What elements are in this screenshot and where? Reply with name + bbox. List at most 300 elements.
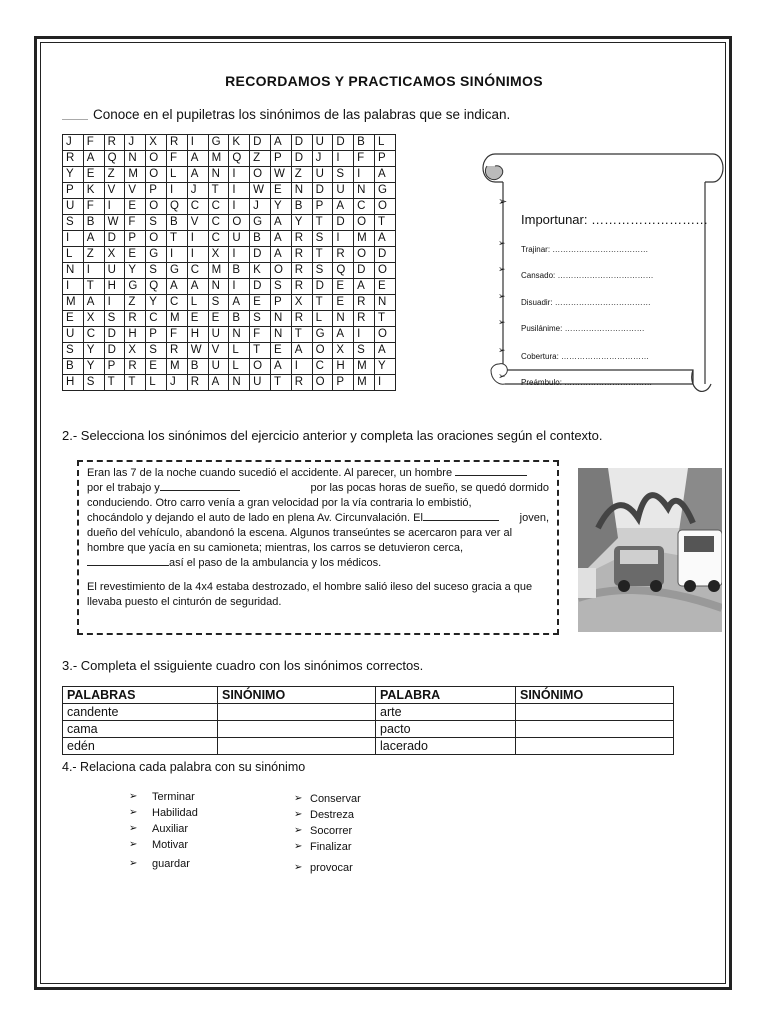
grid-cell[interactable]: E — [63, 311, 84, 327]
grid-cell[interactable]: C — [187, 263, 208, 279]
grid-cell[interactable]: D — [104, 327, 125, 343]
grid-cell[interactable]: Q — [146, 279, 167, 295]
grid-cell[interactable]: W — [250, 183, 271, 199]
grid-cell[interactable]: A — [83, 231, 104, 247]
grid-cell[interactable]: Z — [250, 151, 271, 167]
word-list-right — [294, 791, 361, 876]
grid-cell[interactable]: Q — [166, 199, 187, 215]
grid-cell[interactable]: E — [146, 359, 167, 375]
grid-cell[interactable]: L — [374, 135, 395, 151]
grid-cell[interactable]: S — [63, 215, 84, 231]
grid-cell[interactable]: X — [208, 247, 229, 263]
grid-cell[interactable]: D — [333, 135, 354, 151]
grid-cell[interactable]: I — [229, 247, 250, 263]
grid-cell[interactable]: E — [333, 295, 354, 311]
grid-cell[interactable]: F — [125, 215, 146, 231]
grid-cell[interactable]: X — [104, 247, 125, 263]
grid-cell[interactable]: I — [291, 359, 312, 375]
grid-cell[interactable]: M — [166, 359, 187, 375]
grid-cell[interactable]: P — [63, 183, 84, 199]
grid-cell[interactable]: L — [146, 375, 167, 391]
grid-cell[interactable]: L — [229, 343, 250, 359]
grid-cell[interactable]: Z — [104, 167, 125, 183]
grid-cell[interactable]: O — [146, 151, 167, 167]
grid-cell[interactable]: M — [63, 295, 84, 311]
grid-cell[interactable]: E — [125, 199, 146, 215]
grid-cell[interactable]: X — [125, 343, 146, 359]
grid-cell[interactable]: N — [125, 151, 146, 167]
grid-cell[interactable]: A — [187, 167, 208, 183]
grid-cell[interactable]: I — [83, 263, 104, 279]
grid-cell[interactable]: S — [146, 215, 167, 231]
section-2-heading: 2.- Selecciona los sinónimos del ejercicio anterior y completa las oraciones según el contexto. — [62, 428, 603, 443]
answer-cell[interactable] — [516, 738, 674, 755]
grid-cell[interactable]: I — [187, 247, 208, 263]
grid-cell[interactable]: G — [125, 279, 146, 295]
grid-cell[interactable]: M — [354, 359, 375, 375]
grid-cell[interactable]: P — [270, 295, 291, 311]
grid-cell[interactable]: A — [333, 199, 354, 215]
list-item — [129, 856, 198, 872]
grid-cell[interactable]: O — [250, 167, 271, 183]
blank-field[interactable] — [87, 565, 169, 566]
grid-cell[interactable]: U — [104, 263, 125, 279]
grid-cell[interactable]: N — [229, 327, 250, 343]
grid-row — [63, 151, 396, 167]
intro-rule — [62, 119, 88, 120]
grid-cell[interactable]: P — [270, 151, 291, 167]
grid-cell[interactable]: D — [250, 247, 271, 263]
grid-cell[interactable]: T — [312, 247, 333, 263]
grid-cell[interactable]: N — [208, 167, 229, 183]
grid-cell[interactable]: E — [250, 295, 271, 311]
grid-cell[interactable]: L — [229, 359, 250, 375]
grid-cell[interactable]: Z — [83, 247, 104, 263]
grid-cell[interactable]: U — [63, 327, 84, 343]
grid-cell[interactable]: I — [166, 183, 187, 199]
grid-cell[interactable]: T — [312, 295, 333, 311]
grid-cell[interactable]: P — [146, 183, 167, 199]
blank-field[interactable] — [455, 475, 527, 476]
grid-cell[interactable]: I — [187, 135, 208, 151]
grid-cell[interactable]: D — [291, 151, 312, 167]
grid-cell[interactable]: O — [146, 231, 167, 247]
grid-cell[interactable]: L — [63, 247, 84, 263]
grid-cell[interactable]: F — [354, 151, 375, 167]
grid-cell[interactable]: F — [250, 327, 271, 343]
grid-cell[interactable]: A — [354, 279, 375, 295]
grid-cell[interactable]: T — [208, 183, 229, 199]
grid-cell[interactable]: O — [374, 199, 395, 215]
grid-cell[interactable]: Y — [83, 343, 104, 359]
grid-cell[interactable]: S — [63, 343, 84, 359]
bullet-icon: ➢ — [294, 793, 303, 804]
grid-cell[interactable]: R — [187, 375, 208, 391]
grid-cell[interactable]: N — [270, 327, 291, 343]
grid-cell[interactable]: I — [354, 167, 375, 183]
bullet-icon: ➢ — [294, 862, 303, 873]
grid-cell[interactable]: E — [187, 311, 208, 327]
grid-cell[interactable]: F — [83, 135, 104, 151]
grid-cell[interactable]: J — [166, 375, 187, 391]
grid-cell[interactable]: V — [208, 343, 229, 359]
grid-cell[interactable]: Y — [270, 199, 291, 215]
scroll-item: Pusilánime: ………………………… — [521, 324, 645, 333]
grid-cell[interactable]: R — [354, 295, 375, 311]
grid-row — [63, 183, 396, 199]
grid-cell[interactable]: B — [354, 135, 375, 151]
grid-cell[interactable]: A — [374, 343, 395, 359]
grid-cell[interactable]: K — [83, 183, 104, 199]
grid-cell[interactable]: G — [250, 215, 271, 231]
grid-cell[interactable]: C — [146, 311, 167, 327]
grid-cell[interactable]: R — [125, 359, 146, 375]
grid-cell[interactable]: A — [270, 215, 291, 231]
grid-cell[interactable]: D — [104, 231, 125, 247]
answer-cell[interactable] — [218, 721, 376, 738]
grid-cell[interactable]: Q — [229, 151, 250, 167]
grid-cell[interactable]: T — [83, 279, 104, 295]
grid-cell[interactable]: J — [250, 199, 271, 215]
grid-cell[interactable]: J — [312, 151, 333, 167]
grid-cell[interactable]: A — [83, 151, 104, 167]
grid-cell[interactable]: I — [229, 199, 250, 215]
grid-cell[interactable]: A — [187, 151, 208, 167]
grid-cell[interactable]: U — [208, 327, 229, 343]
grid-cell[interactable]: M — [125, 167, 146, 183]
grid-cell[interactable]: C — [312, 359, 333, 375]
grid-cell[interactable]: Y — [374, 359, 395, 375]
grid-cell[interactable]: O — [146, 199, 167, 215]
grid-cell[interactable]: N — [333, 311, 354, 327]
grid-cell[interactable]: D — [291, 135, 312, 151]
grid-cell[interactable]: R — [166, 135, 187, 151]
grid-cell[interactable]: G — [146, 247, 167, 263]
blank-field[interactable] — [423, 520, 499, 521]
bullet-icon: ➢ — [498, 196, 508, 208]
grid-cell[interactable]: K — [229, 135, 250, 151]
grid-cell[interactable]: E — [270, 343, 291, 359]
grid-cell[interactable]: T — [125, 375, 146, 391]
grid-cell[interactable]: N — [291, 183, 312, 199]
grid-cell[interactable]: G — [312, 327, 333, 343]
grid-cell[interactable]: F — [166, 327, 187, 343]
grid-cell[interactable]: O — [374, 327, 395, 343]
grid-cell[interactable]: N — [63, 263, 84, 279]
grid-cell[interactable]: A — [270, 247, 291, 263]
grid-cell[interactable]: A — [270, 231, 291, 247]
grid-cell[interactable]: Q — [104, 151, 125, 167]
grid-cell[interactable]: T — [374, 311, 395, 327]
grid-cell[interactable]: H — [125, 327, 146, 343]
grid-cell[interactable]: R — [291, 279, 312, 295]
grid-cell[interactable]: B — [63, 359, 84, 375]
grid-cell[interactable]: P — [312, 199, 333, 215]
grid-cell[interactable]: W — [187, 343, 208, 359]
grid-cell[interactable]: L — [312, 311, 333, 327]
grid-cell[interactable]: I — [333, 231, 354, 247]
grid-cell[interactable]: R — [63, 151, 84, 167]
grid-cell[interactable]: Z — [125, 295, 146, 311]
scroll-item: Cobertura: …………………………… — [521, 352, 650, 361]
grid-cell[interactable]: F — [83, 199, 104, 215]
grid-cell[interactable]: B — [229, 263, 250, 279]
grid-cell[interactable]: P — [333, 375, 354, 391]
answer-cell[interactable] — [516, 721, 674, 738]
grid-cell[interactable]: H — [333, 359, 354, 375]
grid-cell[interactable]: D — [250, 279, 271, 295]
grid-cell[interactable]: S — [83, 375, 104, 391]
grid-cell[interactable]: E — [333, 279, 354, 295]
grid-cell[interactable]: R — [291, 311, 312, 327]
grid-cell[interactable]: S — [104, 311, 125, 327]
page-title: RECORDAMOS Y PRACTICAMOS SINÓNIMOS — [225, 73, 543, 89]
grid-cell[interactable]: I — [229, 279, 250, 295]
grid-cell[interactable]: U — [312, 167, 333, 183]
grid-cell[interactable]: I — [63, 231, 84, 247]
grid-cell[interactable]: S — [270, 279, 291, 295]
grid-cell[interactable]: I — [104, 295, 125, 311]
answer-cell[interactable] — [218, 704, 376, 721]
grid-cell[interactable]: T — [270, 375, 291, 391]
grid-cell[interactable]: K — [250, 263, 271, 279]
grid-row — [63, 135, 396, 151]
grid-row — [63, 215, 396, 231]
grid-cell[interactable]: D — [354, 263, 375, 279]
grid-cell[interactable]: G — [374, 183, 395, 199]
grid-cell[interactable]: O — [146, 167, 167, 183]
grid-cell[interactable]: J — [187, 183, 208, 199]
grid-cell[interactable]: C — [208, 199, 229, 215]
grid-cell[interactable]: M — [354, 231, 375, 247]
grid-cell[interactable]: R — [166, 343, 187, 359]
grid-cell[interactable]: E — [83, 167, 104, 183]
grid-cell[interactable]: T — [166, 231, 187, 247]
grid-cell[interactable]: X — [146, 135, 167, 151]
grid-cell[interactable]: O — [312, 375, 333, 391]
table-cell: lacerado — [376, 738, 516, 755]
grid-cell[interactable]: U — [63, 199, 84, 215]
grid-cell[interactable]: I — [229, 167, 250, 183]
grid-cell[interactable]: N — [354, 183, 375, 199]
grid-cell[interactable]: N — [208, 279, 229, 295]
grid-cell[interactable]: S — [208, 295, 229, 311]
grid-cell[interactable]: D — [312, 183, 333, 199]
grid-cell[interactable]: U — [208, 359, 229, 375]
grid-cell[interactable]: R — [291, 247, 312, 263]
grid-cell[interactable]: R — [333, 247, 354, 263]
grid-cell[interactable]: O — [312, 343, 333, 359]
grid-cell[interactable]: R — [125, 311, 146, 327]
grid-cell[interactable]: Z — [291, 167, 312, 183]
grid-cell[interactable]: T — [374, 215, 395, 231]
list-item-label: Habilidad — [152, 807, 198, 819]
grid-cell[interactable]: A — [229, 295, 250, 311]
grid-cell[interactable]: Y — [125, 263, 146, 279]
intro-text: Conoce en el pupiletras los sinónimos de las palabras que se indican. — [93, 107, 511, 122]
grid-cell[interactable]: C — [187, 199, 208, 215]
grid-cell[interactable]: Y — [146, 295, 167, 311]
table-header: SINÓNIMO — [516, 687, 674, 704]
answer-cell[interactable] — [218, 738, 376, 755]
grid-cell[interactable]: A — [187, 279, 208, 295]
grid-cell[interactable]: V — [104, 183, 125, 199]
grid-cell[interactable]: C — [208, 231, 229, 247]
grid-cell[interactable]: G — [208, 135, 229, 151]
grid-cell[interactable]: S — [146, 263, 167, 279]
grid-cell[interactable]: A — [374, 167, 395, 183]
grid-cell[interactable]: T — [291, 327, 312, 343]
grid-cell[interactable]: P — [104, 359, 125, 375]
grid-cell[interactable]: O — [250, 359, 271, 375]
grid-cell[interactable]: J — [125, 135, 146, 151]
grid-cell[interactable]: N — [229, 375, 250, 391]
grid-cell[interactable]: N — [270, 311, 291, 327]
grid-cell[interactable]: F — [166, 151, 187, 167]
grid-cell[interactable]: I — [229, 183, 250, 199]
grid-cell[interactable]: D — [250, 135, 271, 151]
grid-cell[interactable]: E — [270, 183, 291, 199]
grid-cell[interactable]: X — [83, 311, 104, 327]
grid-cell[interactable]: D — [312, 279, 333, 295]
answer-cell[interactable] — [516, 704, 674, 721]
grid-cell[interactable]: Y — [83, 359, 104, 375]
grid-row — [63, 327, 396, 343]
table-cell: edén — [63, 738, 218, 755]
scroll-item: Disuadir: ……………………………… — [521, 298, 651, 307]
grid-cell[interactable]: X — [333, 343, 354, 359]
word-list-left — [129, 789, 198, 872]
grid-cell[interactable]: X — [291, 295, 312, 311]
grid-cell[interactable]: H — [104, 279, 125, 295]
grid-cell[interactable]: I — [333, 151, 354, 167]
grid-cell[interactable]: N — [374, 295, 395, 311]
grid-cell[interactable]: E — [125, 247, 146, 263]
grid-cell[interactable]: R — [291, 231, 312, 247]
grid-cell[interactable]: B — [291, 199, 312, 215]
grid-cell[interactable]: H — [63, 375, 84, 391]
grid-cell[interactable]: W — [270, 167, 291, 183]
grid-cell[interactable]: S — [312, 263, 333, 279]
grid-cell[interactable]: P — [374, 151, 395, 167]
grid-cell[interactable]: S — [312, 231, 333, 247]
grid-cell[interactable]: Y — [291, 215, 312, 231]
grid-cell[interactable]: P — [125, 231, 146, 247]
grid-cell[interactable]: E — [208, 311, 229, 327]
grid-cell[interactable]: C — [354, 199, 375, 215]
table-cell: arte — [376, 704, 516, 721]
grid-cell[interactable]: P — [146, 327, 167, 343]
grid-cell[interactable]: B — [187, 359, 208, 375]
list-item-label: Destreza — [310, 809, 355, 821]
grid-cell[interactable]: E — [374, 279, 395, 295]
grid-cell[interactable]: I — [354, 327, 375, 343]
grid-cell[interactable]: D — [104, 343, 125, 359]
grid-cell[interactable]: H — [187, 327, 208, 343]
grid-cell[interactable]: R — [291, 375, 312, 391]
grid-cell[interactable]: M — [208, 263, 229, 279]
grid-cell[interactable]: I — [104, 199, 125, 215]
grid-cell[interactable]: S — [250, 311, 271, 327]
grid-row — [63, 231, 396, 247]
grid-cell[interactable]: A — [166, 279, 187, 295]
grid-cell[interactable]: U — [250, 375, 271, 391]
grid-cell[interactable]: I — [63, 279, 84, 295]
grid-cell[interactable]: C — [208, 215, 229, 231]
grid-cell[interactable]: A — [83, 295, 104, 311]
grid-cell[interactable]: T — [250, 343, 271, 359]
bullet-icon: ➢ — [129, 858, 138, 869]
grid-cell[interactable]: B — [83, 215, 104, 231]
grid-cell[interactable]: A — [270, 135, 291, 151]
grid-cell[interactable]: C — [83, 327, 104, 343]
grid-cell[interactable]: G — [166, 263, 187, 279]
grid-cell[interactable]: B — [166, 215, 187, 231]
grid-cell[interactable]: S — [146, 343, 167, 359]
scroll-box — [481, 152, 725, 402]
grid-cell[interactable]: A — [208, 375, 229, 391]
grid-cell[interactable]: U — [333, 183, 354, 199]
grid-cell[interactable]: L — [166, 167, 187, 183]
bullet-icon: ➢ — [498, 238, 506, 248]
grid-cell[interactable]: O — [270, 263, 291, 279]
grid-cell[interactable]: S — [333, 167, 354, 183]
grid-cell[interactable]: Q — [333, 263, 354, 279]
grid-cell[interactable]: O — [374, 263, 395, 279]
grid-cell[interactable]: O — [354, 247, 375, 263]
story-line: hombre que yacía en su camioneta; mientras, los carros se detuvieron cerca, — [87, 542, 464, 554]
grid-cell[interactable]: O — [354, 215, 375, 231]
grid-cell[interactable]: M — [354, 375, 375, 391]
grid-cell[interactable]: L — [187, 295, 208, 311]
grid-cell[interactable]: O — [229, 215, 250, 231]
grid-row — [63, 295, 396, 311]
grid-cell[interactable]: I — [187, 231, 208, 247]
story-line: conduciendo. Otro carro venía a gran velocidad por la vía contraria lo embistió, — [87, 497, 472, 509]
grid-cell[interactable]: R — [291, 263, 312, 279]
grid-cell[interactable]: I — [374, 375, 395, 391]
grid-cell[interactable]: Y — [63, 167, 84, 183]
grid-cell[interactable]: R — [354, 311, 375, 327]
grid-cell[interactable]: D — [374, 247, 395, 263]
grid-cell[interactable]: A — [333, 327, 354, 343]
grid-cell[interactable]: C — [166, 295, 187, 311]
grid-cell[interactable]: B — [250, 231, 271, 247]
grid-cell[interactable]: A — [291, 343, 312, 359]
grid-cell[interactable]: D — [333, 215, 354, 231]
grid-cell[interactable]: A — [374, 231, 395, 247]
grid-cell[interactable]: U — [229, 231, 250, 247]
grid-cell[interactable]: U — [312, 135, 333, 151]
story-line: por las pocas horas de sueño, se quedó dormido — [310, 482, 549, 494]
scroll-item: Cansado: ……………………………… — [521, 271, 654, 280]
grid-cell[interactable]: J — [63, 135, 84, 151]
grid-cell[interactable]: R — [104, 135, 125, 151]
grid-cell[interactable]: V — [125, 183, 146, 199]
grid-cell[interactable]: V — [187, 215, 208, 231]
story-paragraph — [87, 466, 549, 610]
grid-cell[interactable]: T — [104, 375, 125, 391]
grid-cell[interactable]: M — [208, 151, 229, 167]
grid-cell[interactable]: W — [104, 215, 125, 231]
grid-cell[interactable]: I — [166, 247, 187, 263]
grid-cell[interactable]: T — [312, 215, 333, 231]
grid-cell[interactable]: A — [270, 359, 291, 375]
grid-cell[interactable]: B — [229, 311, 250, 327]
grid-cell[interactable]: M — [166, 311, 187, 327]
grid-cell[interactable]: S — [354, 343, 375, 359]
blank-field[interactable] — [160, 490, 240, 491]
